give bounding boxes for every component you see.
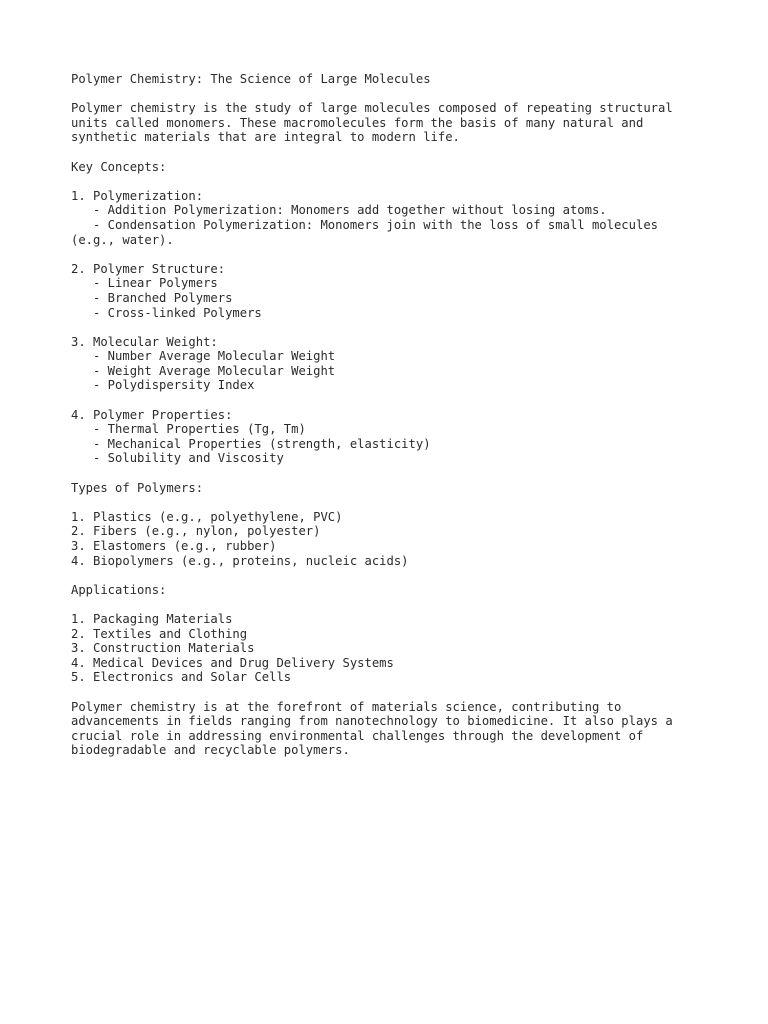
key-concepts-heading: Key Concepts:: [71, 159, 167, 174]
applications-heading: Applications:: [71, 582, 167, 597]
spacer: [71, 495, 731, 510]
document-page: [71, 72, 731, 758]
document-title: Polymer Chemistry: The Science of Large Molecules: [71, 72, 431, 86]
conclusion-line: crucial role in addressing environmental challenges through the development of: [71, 728, 644, 743]
types-list: [71, 510, 731, 568]
list-item: 1. Packaging Materials: [71, 611, 233, 626]
applications-list: [71, 612, 731, 685]
list-item: 3. Elastomers (e.g., rubber): [71, 539, 277, 553]
spacer: [71, 597, 731, 612]
concept-polymer-structure: [71, 262, 731, 320]
intro-line: units called monomers. These macromolecules form the basis of many natural and: [71, 115, 644, 130]
concept-heading: 4. Polymer Properties:: [71, 407, 233, 422]
spacer: [71, 685, 731, 700]
intro-paragraph: [71, 101, 731, 145]
conclusion-paragraph: [71, 700, 731, 758]
list-item: 4. Biopolymers (e.g., proteins, nucleic acids): [71, 553, 409, 568]
concept-item: - Cross-linked Polymers: [71, 305, 262, 320]
spacer: [71, 393, 731, 408]
concept-item: - Weight Average Molecular Weight: [71, 363, 336, 378]
concept-item: - Addition Polymerization: Monomers add together without losing atoms.: [71, 203, 607, 218]
intro-line: synthetic materials that are integral to modern life.: [71, 130, 460, 145]
spacer: [71, 145, 731, 160]
concept-item: - Solubility and Viscosity: [71, 451, 284, 466]
list-item: 5. Electronics and Solar Cells: [71, 670, 292, 685]
list-item: 4. Medical Devices and Drug Delivery Systems: [71, 655, 394, 670]
spacer: [71, 174, 731, 189]
list-item: 3. Construction Materials: [71, 641, 255, 656]
concept-item: - Polydispersity Index: [71, 378, 255, 393]
concept-heading: 2. Polymer Structure:: [71, 261, 226, 276]
spacer: [71, 320, 731, 335]
spacer: [71, 87, 731, 102]
conclusion-line: advancements in fields ranging from nanotechnology to biomedicine. It also plays a: [71, 714, 673, 729]
conclusion-line: Polymer chemistry is at the forefront of materials science, contributing to: [71, 699, 622, 714]
concept-item: - Thermal Properties (Tg, Tm): [71, 422, 306, 437]
list-item: 2. Textiles and Clothing: [71, 626, 248, 641]
concept-item: - Branched Polymers: [71, 290, 233, 305]
spacer: [71, 568, 731, 583]
types-heading: Types of Polymers:: [71, 480, 204, 495]
conclusion-line: biodegradable and recyclable polymers.: [71, 743, 350, 758]
intro-line: Polymer chemistry is the study of large molecules composed of repeating structural: [71, 101, 673, 116]
concept-molecular-weight: [71, 335, 731, 393]
concept-heading: 1. Polymerization:: [71, 188, 204, 203]
concept-heading: 3. Molecular Weight:: [71, 334, 218, 349]
concept-item: - Number Average Molecular Weight: [71, 349, 336, 364]
concept-polymerization: [71, 189, 731, 247]
concept-item: - Linear Polymers: [71, 276, 218, 291]
spacer: [71, 247, 731, 262]
list-item: 1. Plastics (e.g., polyethylene, PVC): [71, 509, 343, 524]
concept-item: (e.g., water).: [71, 232, 174, 247]
list-item: 2. Fibers (e.g., nylon, polyester): [71, 524, 321, 539]
concept-polymer-properties: [71, 408, 731, 466]
concept-item: - Condensation Polymerization: Monomers join with the loss of small molecules: [71, 217, 658, 232]
concept-item: - Mechanical Properties (strength, elasticity): [71, 436, 431, 451]
spacer: [71, 466, 731, 481]
